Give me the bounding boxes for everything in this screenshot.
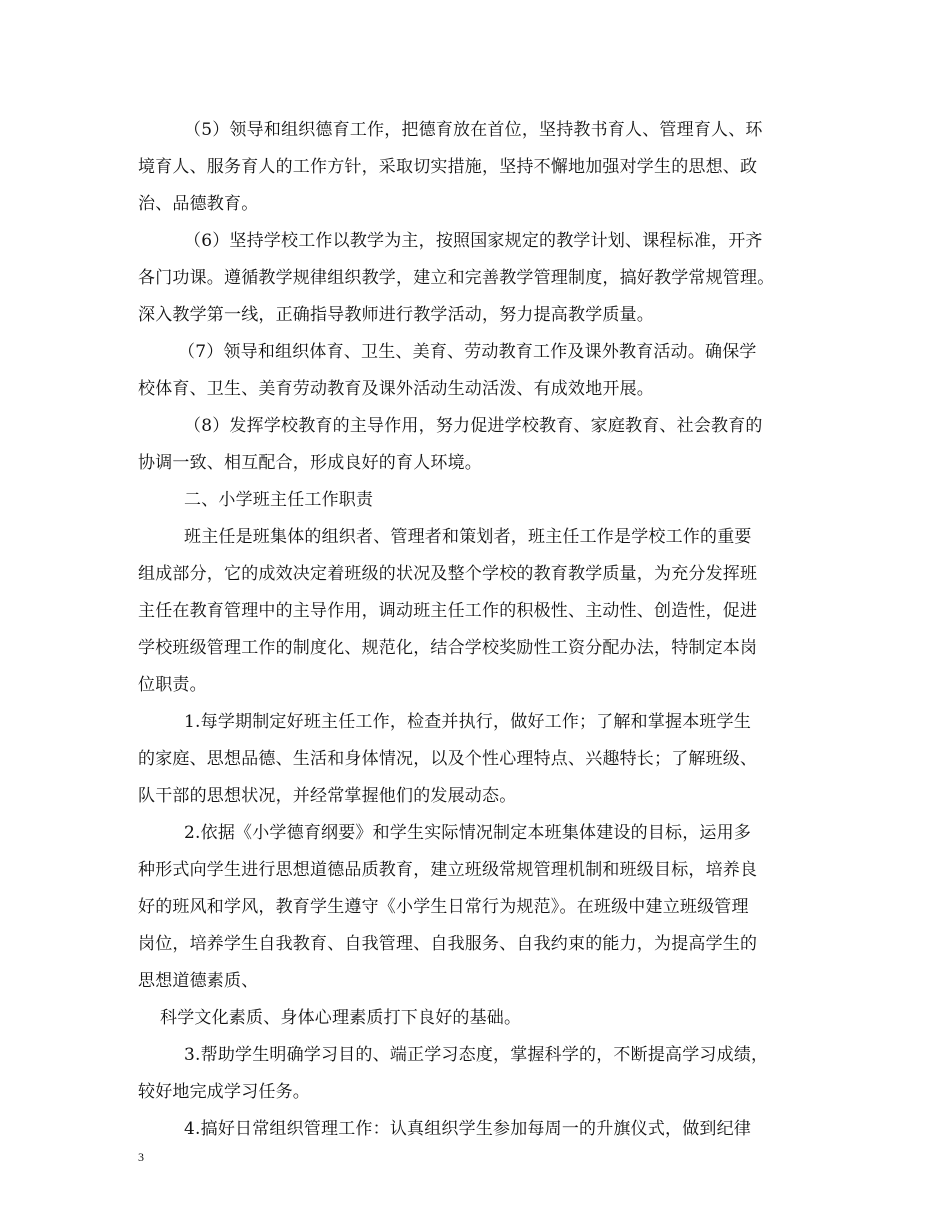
text-line: 2.依据《小学德育纲要》和学生实际情况制定本班集体建设的目标，运用多 [184,823,752,843]
text-line: 主任在教育管理中的主导作用，调动班主任工作的积极性、主动性、创造性，促进 [138,601,758,621]
text-line: 的家庭、思想品德、生活和身体情况，以及个性心理特点、兴趣特长；了解班级、 [138,749,758,769]
text-line: 3.帮助学生明确学习目的、端正学习态度，掌握科学的，不断提高学习成绩， [184,1045,769,1065]
text-line: 深入教学第一线，正确指导教师进行教学活动，努力提高教学质量。 [138,305,654,325]
text-line: 组成部分，它的成效决定着班级的状况及整个学校的教育教学质量，为充分发挥班 [138,564,758,584]
page-number: 3 [138,1150,144,1164]
text-line: 科学文化素质、身体心理素质打下良好的基础。 [160,1008,522,1028]
text-line: （8）发挥学校教育的主导作用，努力促进学校教育、家庭教育、社会教育的 [184,416,763,436]
text-line: 班主任是班集体的组织者、管理者和策划者，班主任工作是学校工作的重要 [184,527,752,547]
text-line: （7）领导和组织体育、卫生、美育、劳动教育工作及课外教育活动。确保学 [178,342,757,362]
text-line: 思想道德素质、 [138,971,259,991]
text-line: （6）坚持学校工作以教学为主，按照国家规定的教学计划、课程标准，开齐 [184,231,763,251]
text-line: 境育人、服务育人的工作方针，采取切实措施，坚持不懈地加强对学生的思想、政 [138,157,758,177]
text-line: 4.搞好日常组织管理工作：认真组织学生参加每周一的升旗仪式，做到纪律 [184,1119,752,1139]
text-line: 好的班风和学风，教育学生遵守《小学生日常行为规范》。在班级中建立班级管理 [138,897,749,917]
text-line: （5）领导和组织德育工作，把德育放在首位，坚持教书育人、管理育人、环 [184,120,763,140]
text-line: 位职责。 [138,675,207,695]
text-line: 较好地完成学习任务。 [138,1082,310,1102]
text-line: 治、品德教育。 [138,194,259,214]
text-line: 1.每学期制定好班主任工作，检查并执行，做好工作；了解和掌握本班学生 [184,712,752,732]
text-line: 种形式向学生进行思想道德品质教育，建立班级常规管理机制和班级目标，培养良 [138,860,758,880]
text-line: 协调一致、相互配合，形成良好的育人环境。 [138,453,482,473]
text-line: 学校班级管理工作的制度化、规范化，结合学校奖励性工资分配办法，特制定本岗 [138,638,758,658]
text-line: 校体育、卫生、美育劳动教育及课外活动生动活泼、有成效地开展。 [138,379,654,399]
section-heading: 二、小学班主任工作职责 [184,490,374,510]
text-line: 队干部的思想状况，并经常掌握他们的发展动态。 [138,786,517,806]
text-line: 岗位，培养学生自我教育、自我管理、自我服务、自我约束的能力，为提高学生的 [138,934,758,954]
text-line: 各门功课。遵循教学规律组织教学，建立和完善教学管理制度，搞好教学常规管理。 [138,268,775,288]
